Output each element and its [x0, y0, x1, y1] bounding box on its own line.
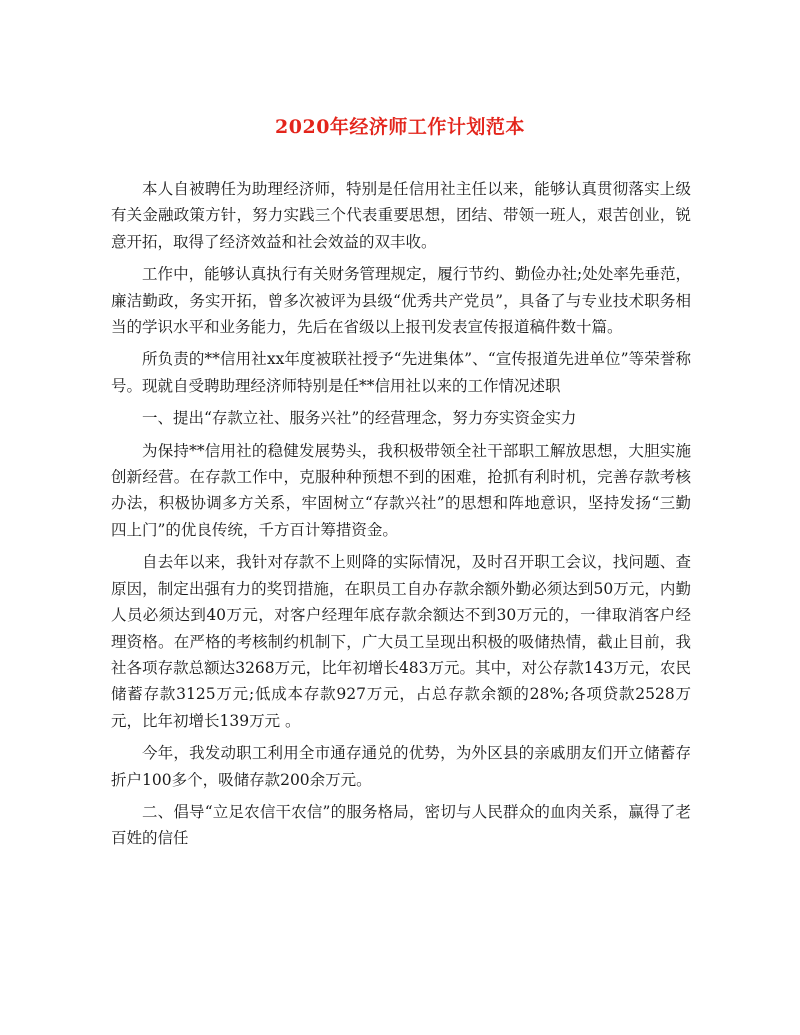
section-heading: 二、倡导“立足农信干农信”的服务格局，密切与人民群众的血肉关系，赢得了老百姓的信任	[111, 802, 691, 848]
paragraph: 本人自被聘任为助理经济师，特别是任信用社主任以来，能够认真贯彻落实上级有关金融政策方针，努力实践三个代表重要思想，团结、带领一班人，艰苦创业，锐意开拓，取得了经济效益和社会效益的双丰收。	[111, 180, 691, 251]
paragraph: 所负责的**信用社xx年度被联社授予“先进集体”、“宣传报道先进单位”等荣誉称号。现就自受聘助理经济师特别是任**信用社以来的工作情况述职	[111, 350, 691, 395]
section-heading: 一、提出“存款立社、服务兴社”的经营理念，努力夯实资金实力	[142, 409, 577, 428]
paragraph: 为保持**信用社的稳健发展势头，我积极带领全社干部职工解放思想，大胆实施创新经营。在存款工作中，克服种种预想不到的困难，抢抓有利时机，完善存款考核办法，积极协调多方关系，牢固树立“存款兴社”的思想和阵地意识，坚持发扬“三勤四上门”的优良传统，千方百计筹措资金。	[111, 441, 691, 539]
paragraph: 自去年以来，我针对存款不上则降的实际情况，及时召开职工会议，找问题、查原因，制定出强有力的奖罚措施，在职员工自办存款余额外勤必须达到50万元，内勤人员必须达到40万元，对客户经理年底存款余额达不到30万元的，一律取消客户经理资格。在严格的考核制约机制下，广大员工呈现出积极的吸储热情，截止目前，我社各项存款总额达3268万元，比年初增长483万元。其中，对公存款143万元，农民储蓄存款3125万元;低成本存款927万元，占总存款余额的28%;各项贷款2528万元，比年初增长139万元 。	[111, 553, 691, 730]
paragraph: 今年，我发动职工利用全市通存通兑的优势，为外区县的亲戚朋友们开立储蓄存折户100多个，吸储存款200余万元。	[111, 744, 691, 789]
document-body	[111, 176, 691, 858]
document-title: 2020年经济师工作计划范本	[275, 116, 525, 138]
paragraph: 工作中，能够认真执行有关财务管理规定，履行节约、勤俭办社;处处率先垂范，廉洁勤政，务实开拓，曾多次被评为县级“优秀共产党员”，具备了与专业技术职务相当的学识水平和业务能力，先后在省级以上报刊发表宣传报道稿件数十篇。	[111, 265, 691, 337]
